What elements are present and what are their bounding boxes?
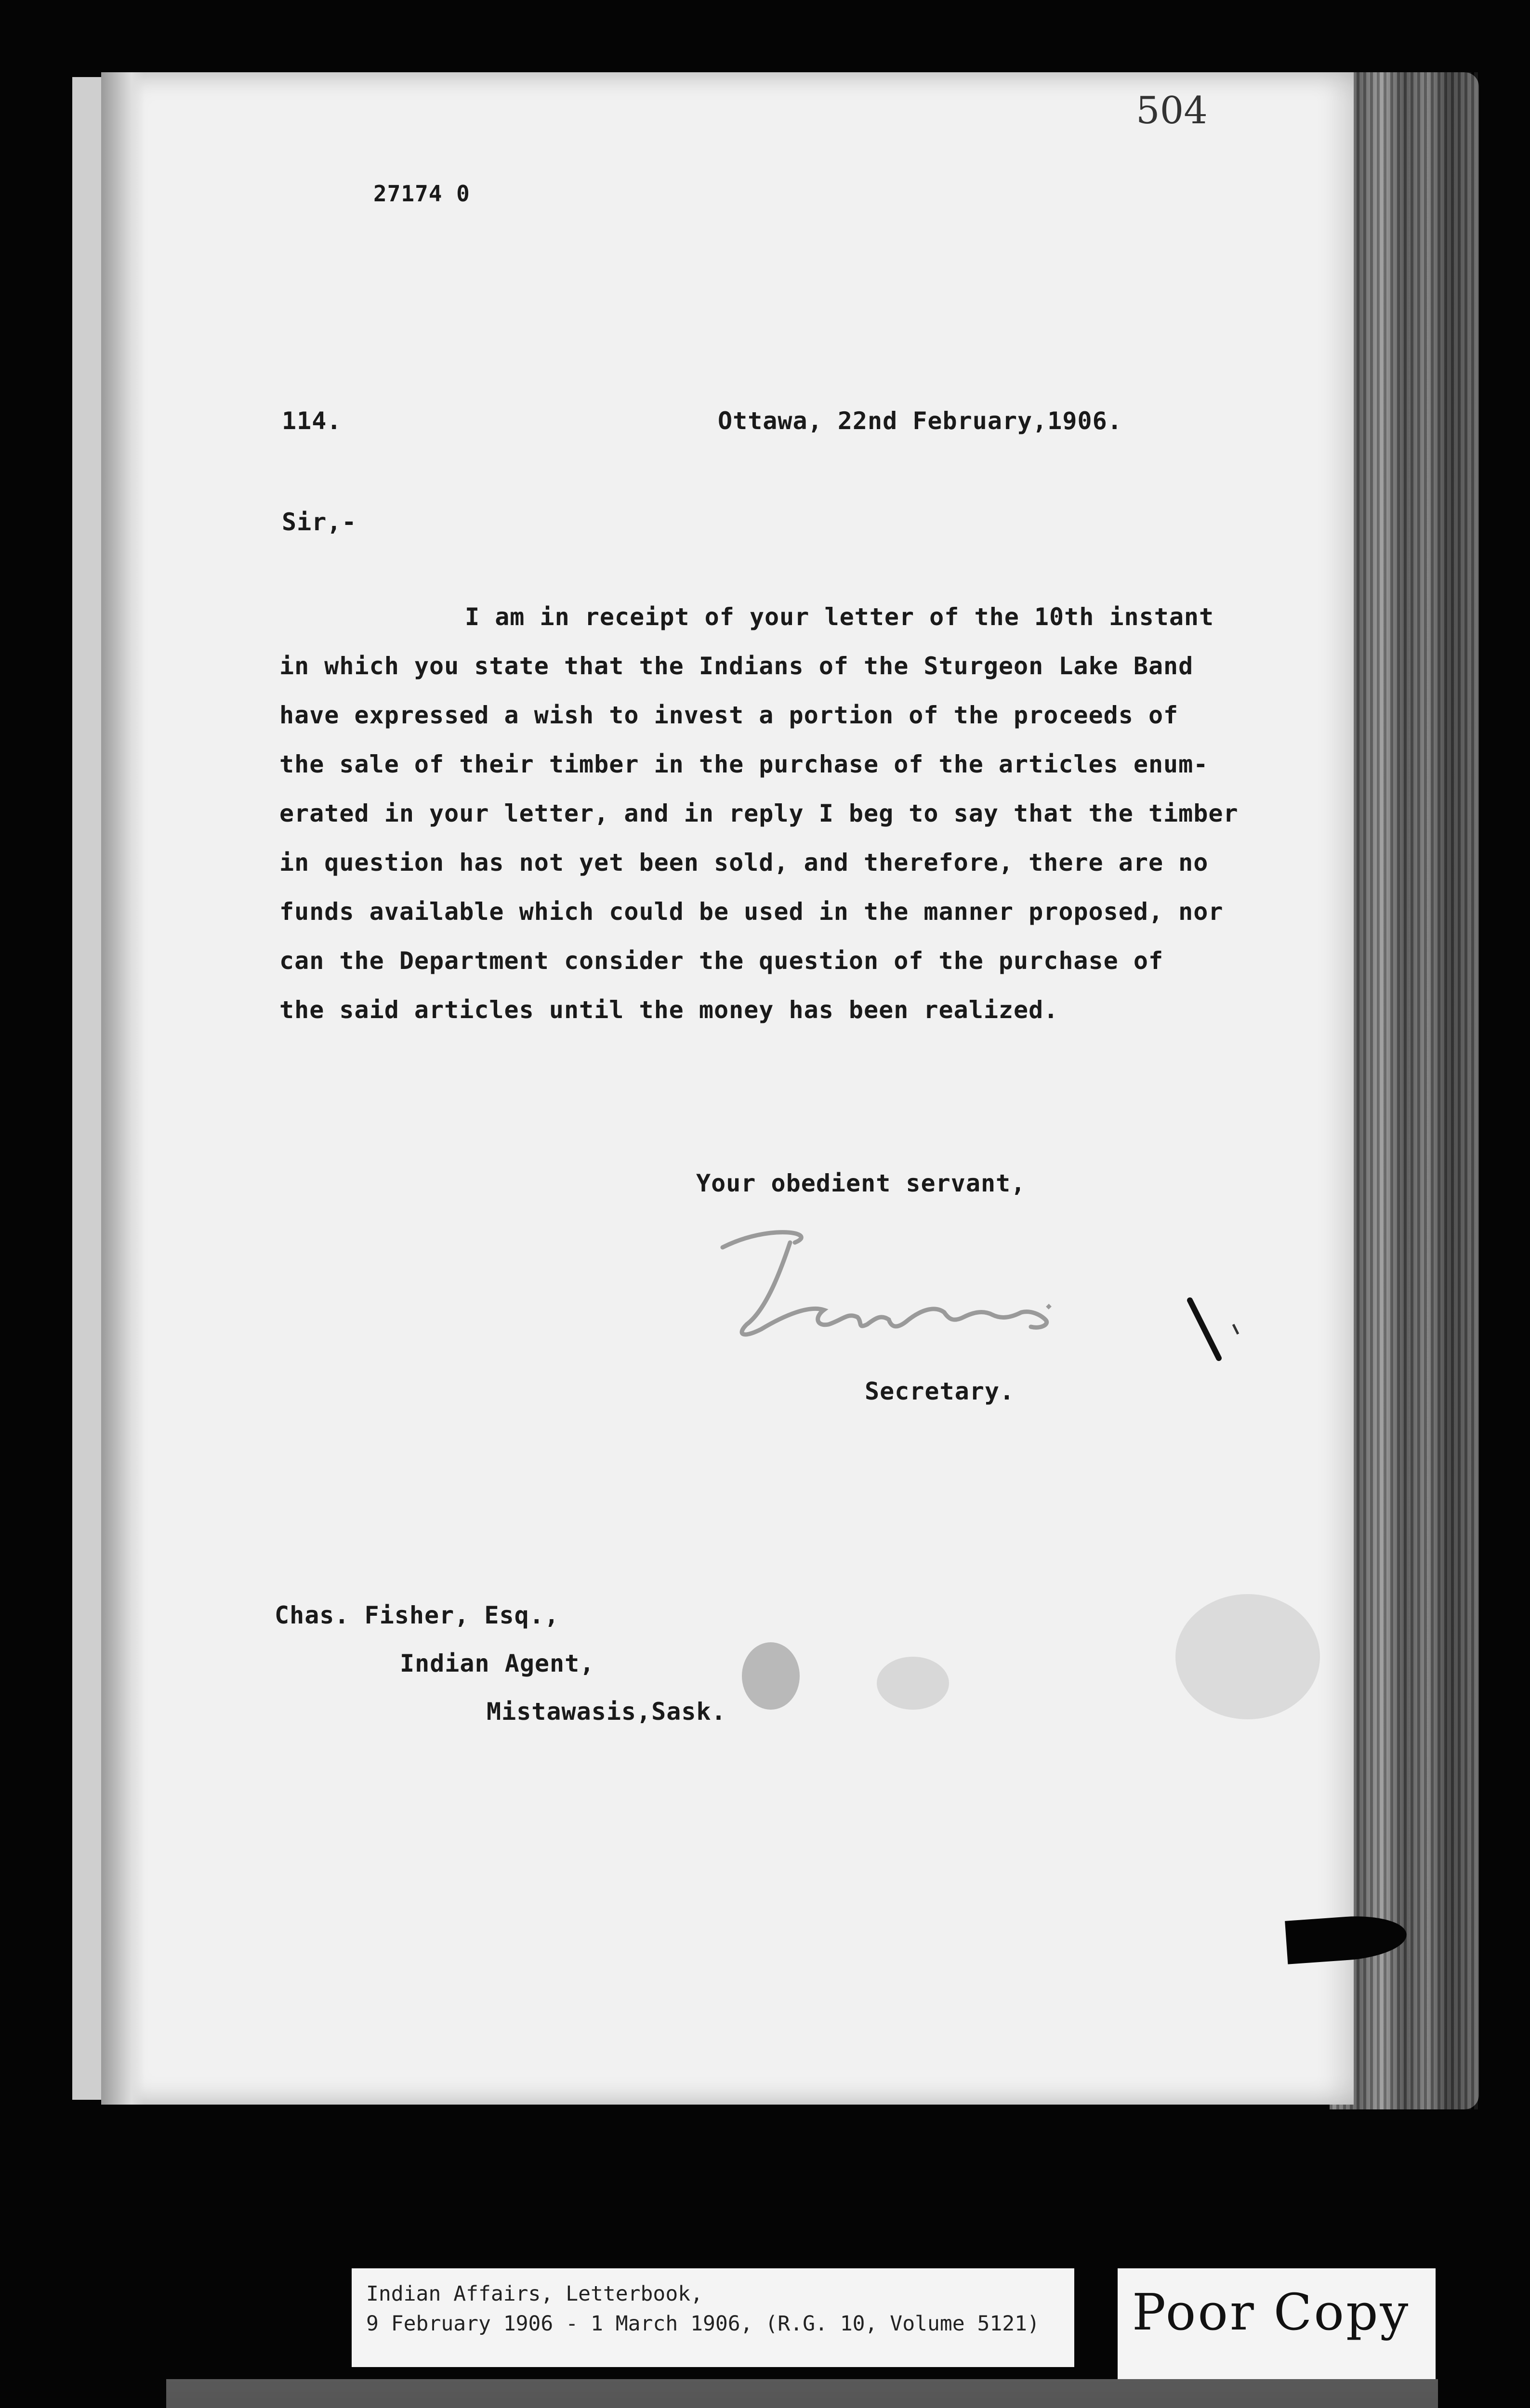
poor-copy-note: Poor Copy <box>1118 2268 1436 2379</box>
addressee-title: Indian Agent, <box>400 1649 595 1677</box>
body-line: funds available which could be used in the manner proposed, nor <box>279 898 1224 926</box>
body-line: erated in your letter, and in reply I beg to say that the timber <box>279 799 1239 827</box>
body-line: I am in receipt of your letter of the 10th instant <box>465 603 1214 631</box>
source-label-line2: 9 February 1906 - 1 March 1906, (R.G. 10, Volume 5121) <box>366 2312 1040 2336</box>
file-number: 27174 0 <box>373 181 470 207</box>
body-line: have expressed a wish to invest a portion of the proceeds of <box>279 701 1179 729</box>
body-line: the said articles until the money has been realized. <box>279 996 1059 1024</box>
body-line: in which you state that the Indians of the Sturgeon Lake Band <box>279 652 1194 680</box>
folio-number: 504 <box>1136 89 1208 132</box>
closing: Your obedient servant, <box>696 1169 1026 1197</box>
body-line: the sale of their timber in the purchase of the articles enum- <box>279 750 1209 778</box>
source-label-line1: Indian Affairs, Letterbook, <box>366 2282 703 2306</box>
source-label <box>352 2268 1074 2367</box>
ink-smudge <box>877 1657 949 1710</box>
letter-number: 114. <box>282 407 342 435</box>
signature-title: Secretary. <box>865 1377 1015 1405</box>
addressee-location: Mistawasis,Sask. <box>487 1698 726 1726</box>
ink-smudge <box>742 1642 800 1710</box>
place-date: Ottawa, 22nd February,1906. <box>718 407 1122 435</box>
body-line: in question has not yet been sold, and therefore, there are no <box>279 849 1209 877</box>
letter-page <box>101 72 1354 2105</box>
body-line: can the Department consider the question of the purchase of <box>279 947 1164 975</box>
salutation: Sir,- <box>282 508 357 536</box>
archive-stamp <box>166 2379 1438 2408</box>
ink-tick-mark <box>1180 1291 1248 1368</box>
ink-smudge <box>1175 1594 1320 1719</box>
handwritten-signature <box>713 1214 1147 1358</box>
addressee-name: Chas. Fisher, Esq., <box>275 1601 559 1629</box>
